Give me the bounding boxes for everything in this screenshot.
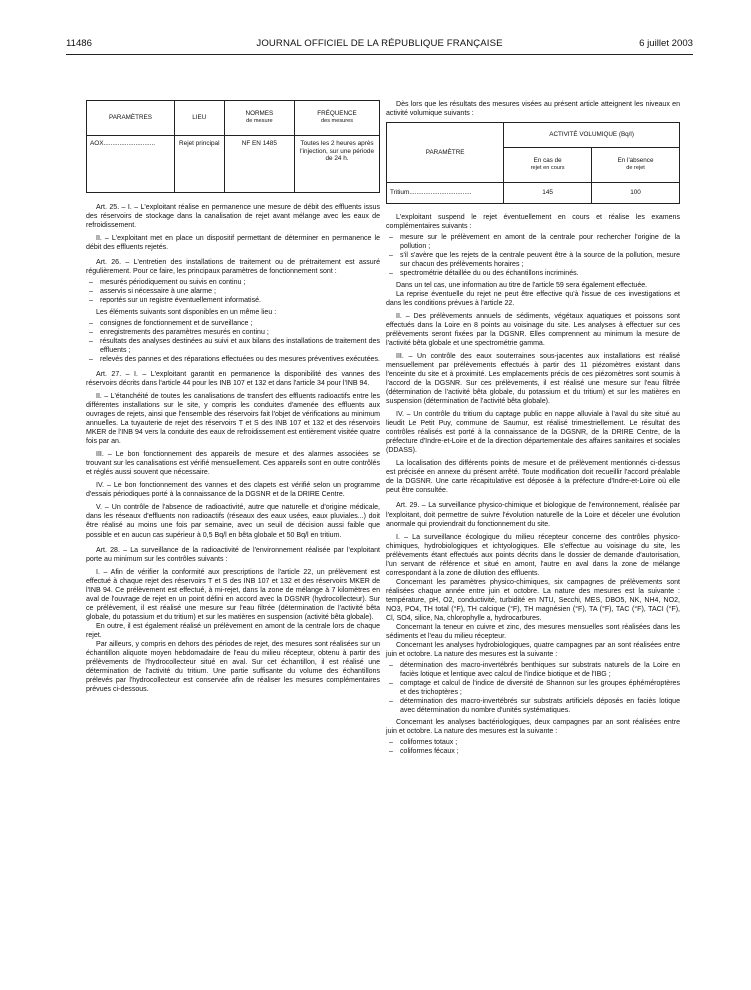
col-header-activite: ACTIVITÉ VOLUMIQUE (Bq/l) — [504, 123, 680, 148]
left-column — [86, 100, 380, 694]
art25-paragraph: Art. 25. – I. – L'exploitant réalise en permanence une mesure de débit des effluents issus des réservoirs de stockage dans la canalisation de rejet avant mélange avec les eaux de refroidissement. — [86, 204, 380, 230]
art27-i: Art. 27. – I. – L'exploitant garantit en permanence la disponibilité des vannes des réservoirs décrits dans l'article 44 pour les INB 107 et 132 et dans l'article 34 pour l'INB 94. — [86, 371, 380, 388]
col-header-rejet-en-cours: En cas de rejet en cours — [504, 148, 592, 183]
art28-i: I. – Afin de vérifier la conformité aux prescriptions de l'article 22, un prélèvement est effectué à chaque rejet des réservoirs T et S des INB 107 et 132 et des réservoirs MKER de l'INB 94. Ce prélèvement est effectué, à mi-rejet, dans la zone de mélange à 7 kilomètres en aval de l'ouvrage de rejet en un point défini en accord avec la DGSNR (hydrocollecteur). Sur ce prélèvement, il est réalisé une mesure sur l'eau filtrée (détermination de l'activité bêta globale, du potassium et du tritium) et sur les matières en suspension (activité bêta globale). — [86, 568, 380, 621]
paragraph-bact: Concernant les analyses bactériologiques, deux campagnes par an sont réalisées entre juin et octobre. La nature des mesures est la suivante : — [386, 718, 680, 735]
list-item: – spectrométrie détaillée du ou des échantillons incriminés. — [386, 269, 680, 278]
paragraph-reprise: La reprise éventuelle du rejet ne peut être effective qu'à l'issue de ces investigations et dans les conditions prévues à l'article 22. — [386, 291, 680, 308]
paragraph-physico: Concernant les paramètres physico-chimiques, six campagnes de prélèvements sont réalisées chaque année entre juin et octobre. La nature des mesures est la suivante : température, pH, O2, conductivité, turbidité en NTU, Secchi, MES, DBO5, NK, NH4, NO2, NO3, PO4, TH total (°F), TH calcique (°F), TH magnésien (°F), TA (°F), TAC (°F), TACI (°F), Cl, SO4, silice, Na, chlorophylle a, hydrocarbures. — [386, 578, 680, 622]
paragraph-hydro: Concernant les analyses hydrobiologiques, quatre campagnes par an sont réalisées entre juin et octobre. La nature des mesures est la suivante : — [386, 641, 680, 658]
journal-title: JOURNAL OFFICIEL DE LA RÉPUBLIQUE FRANÇAISE — [256, 38, 503, 49]
list-item: – coliformes totaux ; — [386, 738, 680, 747]
right-column — [386, 100, 680, 759]
col-header-frequence: FRÉQUENCE des mesures — [295, 101, 380, 136]
col-header-absence-rejet: En l'absence de rejet — [592, 148, 680, 183]
header-rule — [66, 54, 693, 55]
page-header — [66, 38, 693, 52]
art27-iv: IV. – Le bon fonctionnement des vannes et des clapets est vérifié selon un programme d'essais périodiques porté à la connaissance de la DGSNR et de la DRIRE Centre. — [86, 482, 380, 499]
paragraph-iv: IV. – Un contrôle du tritium du captage public en nappe alluviale à l'aval du site situé au lieudit Le Petit Puy, commune de Saumur, est réalisé trimestriellement. Le résultat des contrôles réalisés est porté à la connaissance de la DGSNR, de la DRIRE Centre, de la préfecture d'Indre-et-Loire et de la direction départementale des affaires sanitaires et sociales (DDASS). — [386, 411, 680, 455]
paragraph-localisation: La localisation des différents points de mesure et de prélèvement mentionnés ci-dessus est précisée en annexe du présent arrêté. Toute modification doit recueillir l'accord préalable de la DGSNR. Une carte récapitulative est déposée à la préfecture d'Indre-et-Loire où elle peut être consultée. — [386, 460, 680, 495]
col-header-normes: NORMES de mesure — [224, 101, 294, 136]
list-item: – détermination des macro-invertébrés sur substrats artificiels déposés en faciès lotique avec détermination du nombre d'unités systématiques. — [386, 697, 680, 715]
cell-parametre: AOX............................. — [87, 136, 175, 193]
right-intro: Dès lors que les résultats des mesures visées au présent article atteignent les niveaux en activité volumique suivants : — [386, 101, 680, 118]
list-item: – mesurés périodiquement ou suivis en continu ; — [86, 278, 380, 287]
cell-value-rejet: 145 — [504, 183, 592, 204]
table-row — [387, 183, 680, 204]
cell-norme: NF EN 1485 — [224, 136, 294, 193]
art26-intro: Art. 26. – L'entretien des installations de traitement ou de prétraitement est assuré régulièrement. Pour ce faire, les principaux paramètres de fonctionnement sont : — [86, 259, 380, 276]
list-item: – comptage et calcul de l'indice de diversité de Shannon sur les groupes éphéméroptères et des trichoptères ; — [386, 679, 680, 697]
list-item: – détermination des macro-invertébrés benthiques sur substrats naturels de la Loire en faciès lotique et lentique avec calcul de l'indice biotique et de l'IBG ; — [386, 661, 680, 679]
art28-outre: En outre, il est également réalisé un prélèvement en amont de la centrale lors de chaque rejet. — [86, 622, 380, 639]
art27-v: V. – Un contrôle de l'absence de radioactivité, autre que naturelle et d'origine médicale, dans les réseaux d'effluents non radioactifs (réseaux des eaux usées, eaux pluviales...) doit être réalisé au moins une fois par semaine, avec un seuil de décision aussi faible que possible et en aucun cas supérieur à 0,5 Bq/l en bêta globale et 50 Bq/l en tritium. — [86, 504, 380, 539]
art28-ailleurs: Par ailleurs, y compris en dehors des périodes de rejet, des mesures sont réalisées sur un échantillon aliquote moyen hebdomadaire de l'eau du milieu récepteur, obtenu à partir des prélèvements de l'hydrocollecteur situé en aval. Sur cet échantillon, il est réalisé une détermination de l'activité du tritium. Une partie suffisante du volume des échantillons prélevés par l'hydrocollecteur est conservée afin de réaliser les mesures complémentaires prévues ci-dessous. — [86, 640, 380, 693]
publication-date: 6 juillet 2003 — [639, 38, 693, 49]
table-row — [87, 136, 380, 193]
col-header-parametres: PARAMÈTRES — [87, 101, 175, 136]
aox-table — [86, 100, 380, 193]
cell-frequence: Toutes les 2 heures après l'injection, sur une période de 24 h. — [295, 136, 380, 193]
list-item: – consignes de fonctionnement et de surveillance ; — [86, 319, 380, 328]
list-item: – résultats des analyses destinées au suivi et aux bilans des installations de traitement des effluents ; — [86, 337, 380, 355]
art27-ii: II. – L'étanchéité de toutes les canalisations de transfert des effluents radioactifs entre les différentes installations sur le site, y compris les conduites d'amenée des effluents aux ouvrages de rejets, ainsi que l'ensemble des réservoirs fait l'objet de vérifications au minimum annuelles. La tuyauterie de rejet des réservoirs T et S des INB 107 et 132 et des réservoirs MKER de l'INB 94 vers la conduite des eaux de refroidissement est entièrement visitée quatre fois par an. — [86, 393, 380, 446]
art26-list-elements — [86, 319, 380, 364]
cell-lieu: Rejet principal — [174, 136, 224, 193]
art25-ii: II. – L'exploitant met en place un dispositif permettant de déterminer en permanence le débit des effluents rejetés. — [86, 235, 380, 252]
list-item: – coliformes fécaux ; — [386, 747, 680, 756]
list-item: – asservis si nécessaire à une alarme ; — [86, 287, 380, 296]
tritium-table — [386, 122, 680, 204]
col-header-parametre: PARAMÈTRE — [387, 123, 504, 183]
art26-list-parameters — [86, 278, 380, 305]
after-table-paragraph: L'exploitant suspend le rejet éventuellement en cours et réalise les examens complémentaires suivants : — [386, 214, 680, 231]
hydro-list — [386, 661, 680, 715]
bact-list — [386, 738, 680, 756]
art27-iii: III. – Le bon fonctionnement des appareils de mesure et des alarmes associées se trouvant sur les canalisations est vérifié mensuellement. Ces appareils sont en outre contrôlés et réglés aussi souvent que nécessaire. — [86, 451, 380, 477]
exam-list — [386, 233, 680, 278]
page-number: 11486 — [66, 38, 92, 49]
art29-i: I. – La surveillance écologique du milieu récepteur concerne des contrôles physico-chimiques, hydrobiologiques et ichtyologiques. Elle s'effectue au voisinage du site, les prélèvements étant effectués aux points décrits dans le dossier de demande d'autorisation, l'un servant de référence et situé en amont, l'autre en aval dans la zone de mélange correspondant à la zone de dilution des effluents. — [386, 533, 680, 577]
paragraph-cas: Dans un tel cas, une information au titre de l'article 59 sera également effectuée. — [396, 282, 648, 290]
art29-intro: Art. 29. – La surveillance physico-chimique et biologique de l'environnement, réalisée par l'exploitant, doit permettre de suivre l'évolution naturelle de la Loire et déceler une évolution anormale qui proviendrait du fonctionnement du site. — [386, 502, 680, 528]
list-item: – enregistrements des paramètres mesurés en continu ; — [86, 328, 380, 337]
col-header-lieu: LIEU — [174, 101, 224, 136]
list-item: – s'il s'avère que les rejets de la centrale peuvent être à la source de la pollution, mesure sur chacun des prélèvements horaires ; — [386, 251, 680, 269]
art28-intro: Art. 28. – La surveillance de la radioactivité de l'environnement réalisée par l'exploitant porte au minimum sur les contrôles suivants : — [86, 546, 380, 563]
paragraph-iii: III. – Un contrôle des eaux souterraines sous-jacentes aux installations est réalisé mensuellement par prélèvements effectués à partir des 11 piézomètres existant dans l'enceinte du site et à proximité. Les emplacements précis de ces piézomètres sont soumis à l'accord de la DGSNR. Sur ces prélèvements, il est réalisé une mesure sur l'eau filtrée (détermination de l'activité bêta globale, du potassium et du tritium) et sur les matières en suspension (détermination de l'activité bêta globale). — [386, 353, 680, 406]
list-item: – mesure sur le prélèvement en amont de la centrale pour rechercher l'origine de la pollution ; — [386, 233, 680, 251]
paragraph-ii: II. – Des prélèvements annuels de sédiments, végétaux aquatiques et poissons sont effectués dans la Loire en 8 points au voisinage du site. Les analyses à effectuer sur ces prélèvements seront fixées par la DGSNR. Elles comprennent au minimum la mesure de l'activité bêta globale et une spectrométrie gamma. — [386, 313, 680, 348]
cell-value-absence: 100 — [592, 183, 680, 204]
list-item: – reportés sur un registre éventuellement informatisé. — [86, 296, 380, 305]
list-item: – relevés des pannes et des réparations effectuées ou des mesures préventives exécutées. — [86, 355, 380, 364]
cell-tritium: Tritium................................... — [387, 183, 504, 204]
art26-mid: Les éléments suivants sont disponibles en un même lieu : — [96, 309, 277, 317]
paragraph-cuivre: Concernant la teneur en cuivre et zinc, des mesures mensuelles sont réalisées dans les sédiments et l'eau du milieu récepteur. — [386, 623, 680, 640]
